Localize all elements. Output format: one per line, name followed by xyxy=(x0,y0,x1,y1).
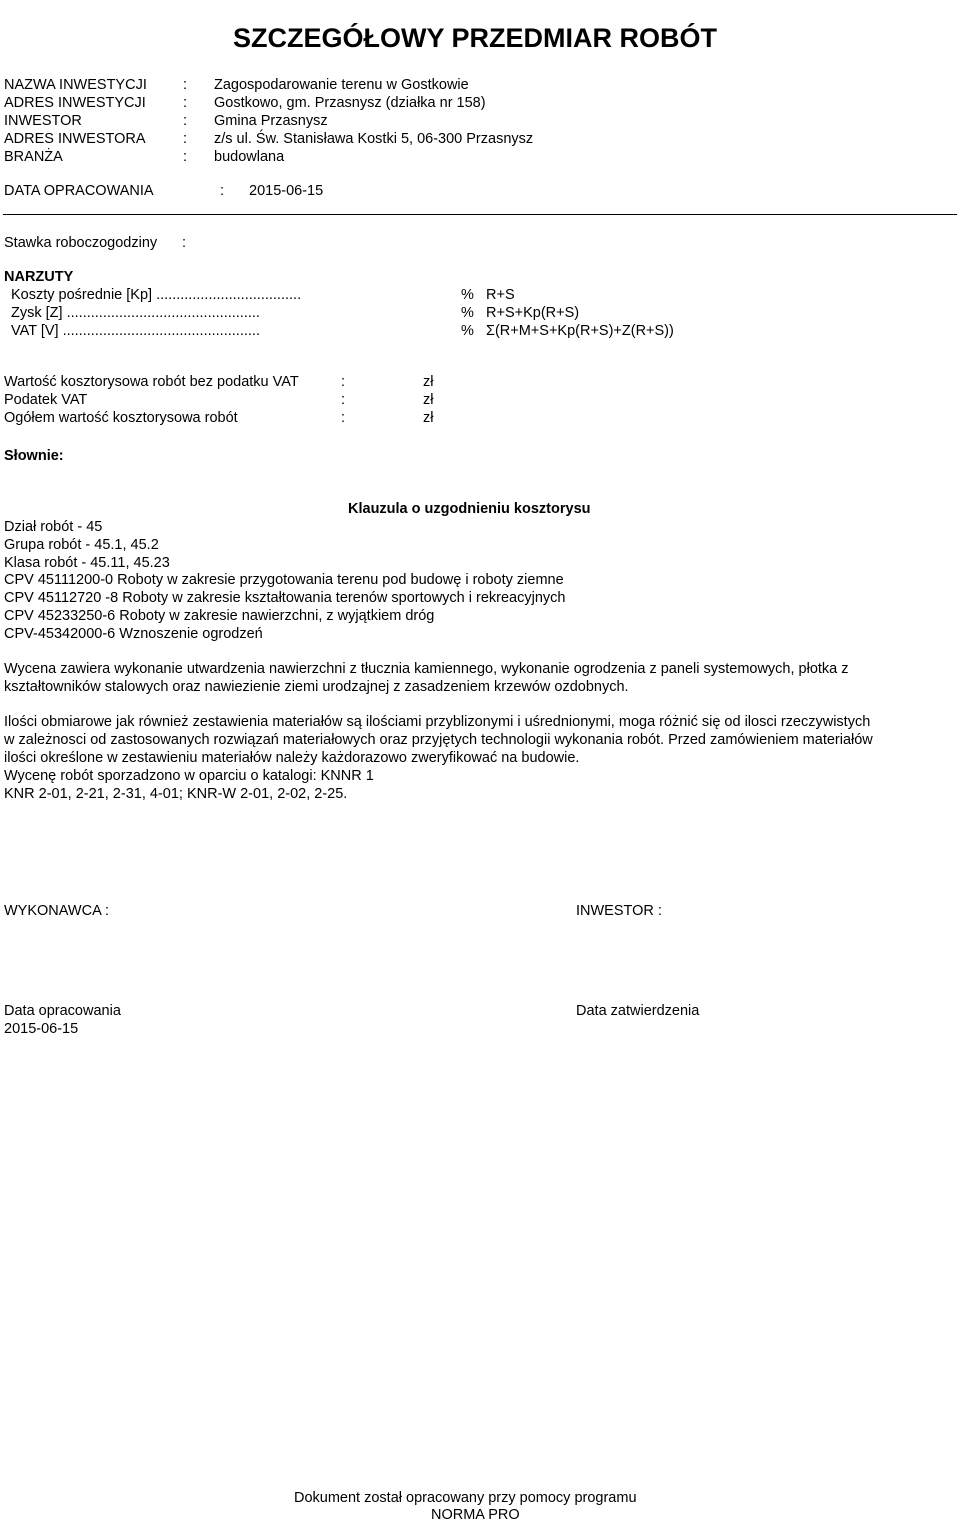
clause-heading: Klauzula o uzgodnieniu kosztorysu xyxy=(348,501,591,517)
overhead-formula: R+S+Kp(R+S) xyxy=(486,305,580,321)
approved-date-label: Data zatwierdzenia xyxy=(576,1003,700,1019)
field-value: Gostkowo, gm. Przasnysz (działka nr 158) xyxy=(214,95,486,111)
footer-program: NORMA PRO xyxy=(431,1507,520,1523)
field-separator: : xyxy=(183,149,188,165)
classification-line: Grupa robót - 45.1, 45.2 xyxy=(4,537,159,553)
overhead-percent: % xyxy=(461,287,474,303)
classification-line: Dział robót - 45 xyxy=(4,519,103,535)
classification-line: Klasa robót - 45.11, 45.23 xyxy=(4,555,170,571)
overhead-label: Koszty pośrednie [Kp] .................................... xyxy=(11,287,302,303)
field-label: ADRES INWESTORA xyxy=(4,131,146,147)
field-label: ADRES INWESTYCJI xyxy=(4,95,146,111)
field-label: BRANŻA xyxy=(4,149,63,165)
rate-separator: : xyxy=(182,235,187,251)
rate-label: Stawka roboczogodziny xyxy=(4,235,158,251)
contractor-label: WYKONAWCA : xyxy=(4,903,109,919)
field-value: budowlana xyxy=(214,149,285,165)
classification-line: CPV-45342000-6 Wznoszenie ogrodzeń xyxy=(4,626,263,642)
notes-line: ilości określone w zestawieniu materiałów należy każdorazowo zweryfikować na budowie. xyxy=(4,750,580,766)
overhead-percent: % xyxy=(461,305,474,321)
field-separator: : xyxy=(183,95,188,111)
total-unit: zł xyxy=(423,374,434,390)
classification-line: CPV 45112720 -8 Roboty w zakresie kształtowania terenów sportowych i rekreacyjnych xyxy=(4,590,566,606)
total-separator: : xyxy=(341,392,346,408)
overheads-heading: NARZUTY xyxy=(4,269,74,285)
total-separator: : xyxy=(341,410,346,426)
total-separator: : xyxy=(341,374,346,390)
date-value: 2015-06-15 xyxy=(249,183,324,199)
field-separator: : xyxy=(183,113,188,129)
classification-line: CPV 45111200-0 Roboty w zakresie przygotowania terenu pod budowę i roboty ziemne xyxy=(4,572,564,588)
total-label: Ogółem wartość kosztorysowa robót xyxy=(4,410,238,426)
prepared-date-label: Data opracowania xyxy=(4,1003,121,1019)
overhead-label: Zysk [Z] ................................................ xyxy=(11,305,260,321)
page-title: SZCZEGÓŁOWY PRZEDMIAR ROBÓT xyxy=(233,23,717,53)
field-label: NAZWA INWESTYCJI xyxy=(4,77,147,93)
field-value: z/s ul. Św. Stanisława Kostki 5, 06-300 Przasnysz xyxy=(214,131,534,147)
total-unit: zł xyxy=(423,392,434,408)
date-label: DATA OPRACOWANIA xyxy=(4,183,154,199)
field-label: INWESTOR xyxy=(4,113,82,129)
overhead-label: VAT [V] ................................................. xyxy=(11,323,260,339)
overhead-formula: R+S xyxy=(486,287,515,303)
words-label: Słownie: xyxy=(4,448,64,464)
field-separator: : xyxy=(183,77,188,93)
divider xyxy=(3,214,957,215)
field-separator: : xyxy=(183,131,188,147)
field-value: Gmina Przasnysz xyxy=(214,113,328,129)
total-label: Wartość kosztorysowa robót bez podatku VAT xyxy=(4,374,299,390)
notes-line: Wycenę robót sporzadzono w oparciu o katalogi: KNNR 1 xyxy=(4,768,374,784)
notes-line: KNR 2-01, 2-21, 2-31, 4-01; KNR-W 2-01, 2-02, 2-25. xyxy=(4,786,348,802)
total-unit: zł xyxy=(423,410,434,426)
date-separator: : xyxy=(220,183,225,199)
field-value: Zagospodarowanie terenu w Gostkowie xyxy=(214,77,469,93)
notes-line: w zależnosci od zastosowanych rozwiązań materiałowych oraz przyjętych technologii wykonania robót. Przed zamówieniem materiałów xyxy=(4,732,873,748)
footer-note: Dokument został opracowany przy pomocy programu xyxy=(294,1490,637,1506)
notes-line: Ilości obmiarowe jak również zestawienia materiałów są ilościami przyblizonymi i uśrednionymi, moga różnić się od ilosci rzeczywistych xyxy=(4,714,871,730)
investor-label: INWESTOR : xyxy=(576,903,662,919)
scope-paragraph: Wycena zawiera wykonanie utwardzenia nawierzchni z tłucznia kamiennego, wykonanie ogrodzenia z paneli systemowych, płotka z kształtowników stalowych oraz nawiezienie ziemi urodzajnej z zasadzeniem krzewów ozdobnych. xyxy=(4,661,849,695)
overhead-formula: Σ(R+M+S+Kp(R+S)+Z(R+S)) xyxy=(486,323,674,339)
overhead-percent: % xyxy=(461,323,474,339)
total-label: Podatek VAT xyxy=(4,392,88,408)
prepared-date-value: 2015-06-15 xyxy=(4,1021,79,1037)
classification-line: CPV 45233250-6 Roboty w zakresie nawierzchni, z wyjątkiem dróg xyxy=(4,608,435,624)
